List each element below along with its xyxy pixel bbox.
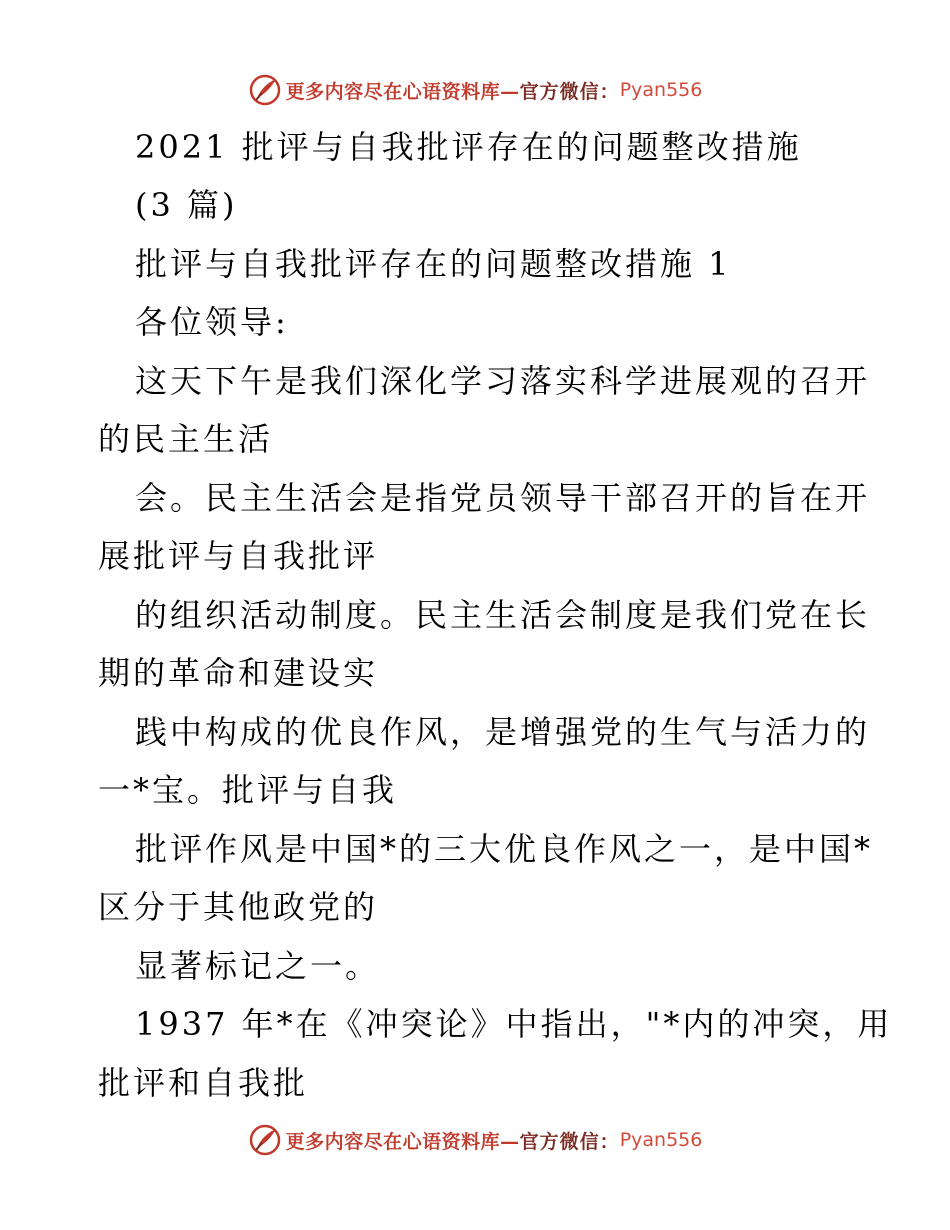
- paragraph-line: 这天下午是我们深化学习落实科学进展观的召开: [135, 362, 871, 400]
- paragraph-line: 1937 年*在《冲突论》中指出，"*内的冲突，用: [135, 1005, 893, 1043]
- paragraph-line: 批评和自我批: [98, 1064, 309, 1102]
- banner-text: 更多内容尽在心语资料库—: [285, 80, 520, 103]
- banner-text: 更多内容尽在心语资料库—: [285, 1130, 520, 1153]
- paragraph-line: 区分于其他政党的: [98, 888, 379, 926]
- banner-wechat-id: Pyan556: [619, 79, 703, 101]
- section-heading: 批评与自我批评存在的问题整改措施 1: [135, 245, 732, 283]
- feather-pen-logo-icon: [248, 1123, 282, 1157]
- paragraph-line: 的组织活动制度。民主生活会制度是我们党在长: [135, 596, 871, 634]
- paragraph-line: 显著标记之一。: [135, 947, 381, 985]
- header-banner: [0, 70, 950, 110]
- paragraph-line: 期的革命和建设实: [98, 654, 379, 692]
- document-title-continued: (3 篇): [135, 186, 238, 224]
- paragraph-line: 批评作风是中国*的三大优良作风之一，是中国*: [135, 830, 874, 868]
- banner-wechat-label: 官方微信：: [519, 80, 620, 103]
- paragraph-line: 一*宝。批评与自我: [98, 771, 398, 809]
- salutation: 各位领导:: [135, 303, 289, 341]
- paragraph-line: 展批评与自我批评: [98, 537, 379, 575]
- banner-wechat-label: 官方微信：: [519, 1130, 620, 1153]
- footer-banner: [0, 1120, 950, 1160]
- document-title: 2021 批评与自我批评存在的问题整改措施: [135, 128, 802, 166]
- banner-wechat-id: Pyan556: [619, 1129, 703, 1151]
- feather-pen-logo-icon: [248, 73, 282, 107]
- paragraph-line: 践中构成的优良作风，是增强党的生气与活力的: [135, 713, 871, 751]
- paragraph-line: 会。民主生活会是指党员领导干部召开的旨在开: [135, 479, 871, 517]
- paragraph-line: 的民主生活: [98, 420, 274, 458]
